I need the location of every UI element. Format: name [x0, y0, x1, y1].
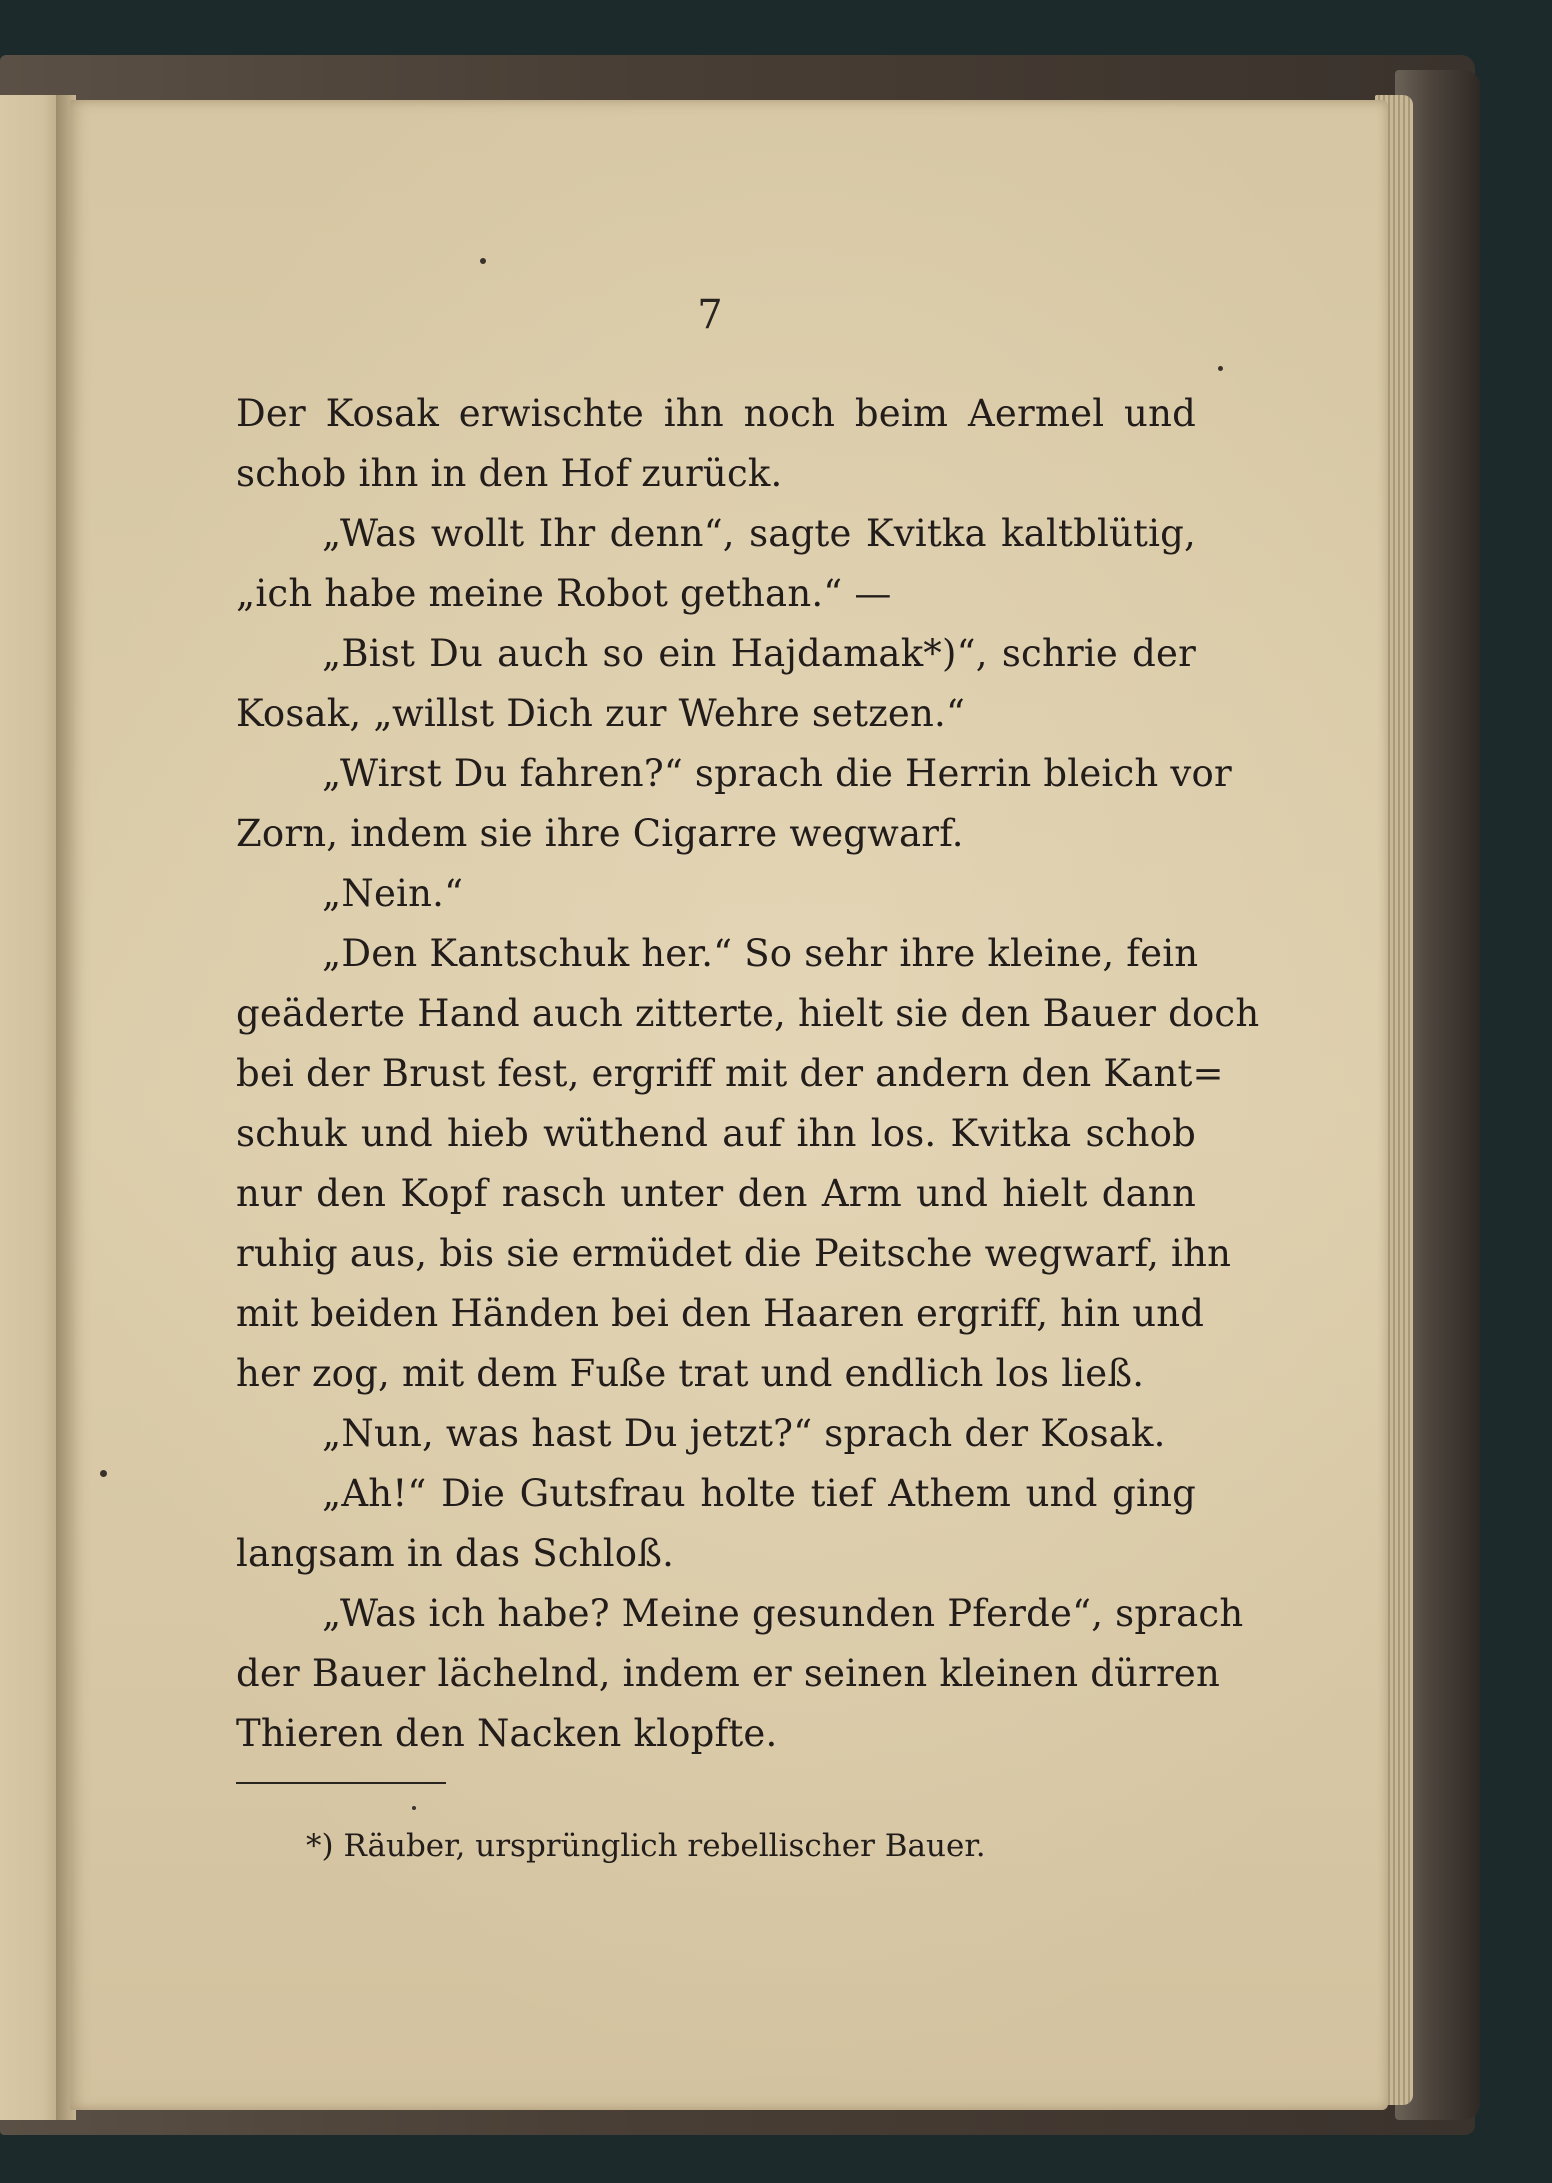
- text-line: „Wirst Du fahren?“ sprach die Herrin bleich vor: [322, 752, 1232, 795]
- paper-speck: [412, 1806, 416, 1810]
- text-line: „Was wollt Ihr denn“, sagte Kvitka kaltblütig,: [322, 512, 1196, 555]
- text-line: „ich habe meine Robot gethan.“ —: [236, 572, 892, 615]
- text-line: „Bist Du auch so ein Hajdamak*)“, schrie der: [322, 632, 1196, 675]
- text-line: schob ihn in den Hof zurück.: [236, 452, 783, 495]
- text-line: „Den Kantschuk her.“ So sehr ihre kleine, fein: [322, 932, 1199, 975]
- left-facing-page: [0, 95, 62, 2120]
- text-line: geäderte Hand auch zitterte, hielt sie den Bauer doch: [236, 992, 1260, 1035]
- footnote-divider: [236, 1782, 446, 1784]
- text-line: der Bauer lächelnd, indem er seinen kleinen dürren: [236, 1652, 1221, 1695]
- paper-speck: [480, 258, 486, 264]
- text-line: „Nein.“: [322, 872, 464, 915]
- text-line: schuk und hieb wüthend auf ihn los. Kvitka schob: [236, 1112, 1196, 1155]
- text-line: „Nun, was hast Du jetzt?“ sprach der Kosak.: [322, 1412, 1166, 1455]
- text-line: ruhig aus, bis sie ermüdet die Peitsche wegwarf, ihn: [236, 1232, 1232, 1275]
- text-line: „Ah!“ Die Gutsfrau holte tief Athem und ging: [322, 1472, 1196, 1515]
- text-line: mit beiden Händen bei den Haaren ergriff, hin und: [236, 1292, 1205, 1335]
- text-line: „Was ich habe? Meine gesunden Pferde“, sprach: [322, 1592, 1244, 1635]
- text-line: her zog, mit dem Fuße trat und endlich los ließ.: [236, 1352, 1145, 1395]
- paper-speck: [100, 1470, 107, 1477]
- text-line: langsam in das Schloß.: [236, 1532, 675, 1575]
- text-line: Thieren den Nacken klopfte.: [236, 1712, 778, 1755]
- body-text: [236, 384, 1260, 1764]
- text-line: Zorn, indem sie ihre Cigarre wegwarf.: [236, 812, 964, 855]
- text-line: nur den Kopf rasch unter den Arm und hielt dann: [236, 1172, 1196, 1215]
- paper-speck: [1218, 366, 1223, 371]
- footnote: *) Räuber, ursprünglich rebellischer Bauer.: [306, 1828, 986, 1864]
- page-number: 7: [697, 292, 723, 338]
- text-line: Der Kosak erwischte ihn noch beim Aermel und: [236, 392, 1196, 435]
- text-line: Kosak, „willst Dich zur Wehre setzen.“: [236, 692, 966, 735]
- text-line: bei der Brust fest, ergriff mit der andern den Kant=: [236, 1052, 1224, 1095]
